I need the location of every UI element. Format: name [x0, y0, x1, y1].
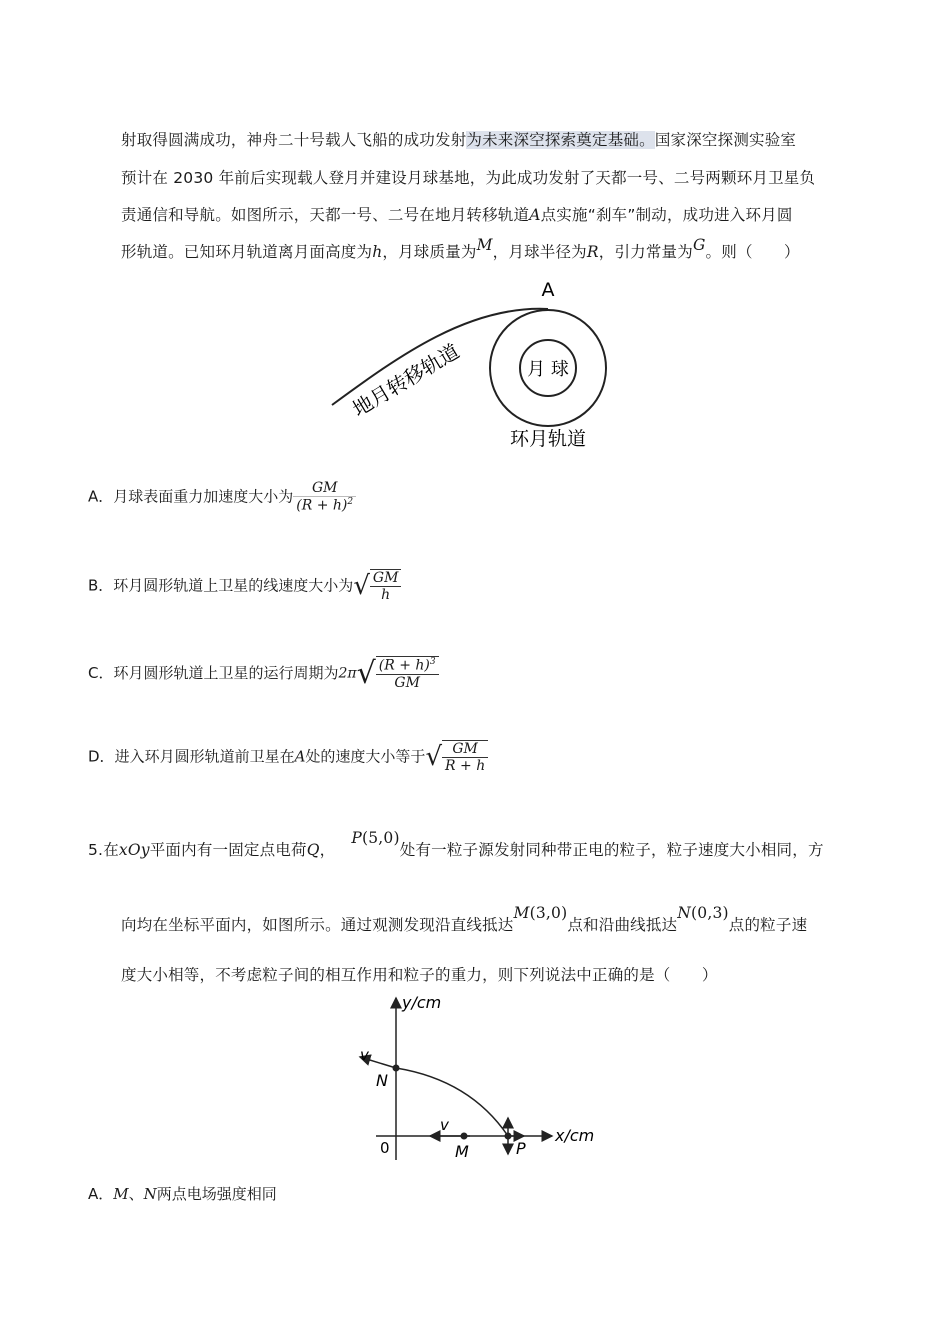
option-A-text: 月球表面重力加速度大小为	[113, 487, 294, 506]
option-D-denominator: R + h	[445, 758, 486, 774]
q5-N-coordinates: (0,3)	[691, 904, 729, 922]
velocity-label-N: v	[360, 1046, 369, 1064]
velocity-label-M: v	[440, 1116, 449, 1134]
q4-var-G: G	[692, 236, 706, 254]
q4-point-A: A	[529, 206, 541, 224]
q5-option-A[interactable]	[88, 1183, 277, 1204]
q4-line-2	[121, 166, 815, 188]
option-D-text-end: 处的速度大小等于	[305, 747, 426, 766]
q4-option-C[interactable]	[88, 656, 439, 691]
option-D-sqrt-icon: √	[425, 742, 443, 772]
option-C-prefix: C．	[88, 664, 114, 682]
q4-line1-highlight: 为未来深空探索奠定基础。	[466, 131, 655, 149]
q5-var-Q: Q	[306, 841, 320, 859]
q5-l2-c: 点的粒子速	[728, 916, 808, 934]
q4-line-1	[121, 128, 796, 150]
option-B-sqrt-icon: √	[353, 571, 370, 601]
q4-option-B[interactable]	[88, 569, 401, 603]
q4-line4-b: ，月球质量为	[382, 243, 477, 261]
q4-line1-text-end: 国家深空探测实验室	[654, 131, 797, 149]
q4-var-M: M	[476, 236, 493, 254]
figure-label-P: P	[516, 1139, 526, 1158]
q4-line3-text-end: 点实施“刹车”制动，成功进入环月圆	[540, 206, 793, 224]
q5-l2-a: 向均在坐标平面内，如图所示。通过观测发现沿直线抵达	[121, 916, 514, 934]
q4-line2-text: 预计在 2030 年前后实现载人登月并建设月球基地，为此成功发射了天都一号、二号两颗环月卫星负	[121, 169, 816, 187]
q5-option-A-sep: 、	[128, 1185, 144, 1203]
q4-line3-text: 责通信和导航。如图所示，天都一号、二号在地月转移轨道	[121, 206, 530, 224]
q5-point-N: N	[677, 904, 692, 922]
q5-l1-b: 平面内有一固定点电荷	[149, 841, 307, 859]
figure-label-moon: 月 球	[527, 359, 569, 380]
option-B-text: 环月圆形轨道上卫星的线速度大小为	[113, 576, 354, 595]
q4-orbit-figure	[320, 275, 620, 455]
figure-label-lunar-orbit: 环月轨道	[509, 428, 587, 450]
figure-label-N: N	[376, 1071, 388, 1090]
option-C-coefficient: 2π	[338, 665, 357, 682]
q5-M-coordinates: (3,0)	[529, 904, 568, 922]
q5-plane-xOy: xOy	[118, 841, 150, 859]
q5-option-A-N: N	[143, 1185, 157, 1203]
q5-l1-c: ，	[319, 841, 336, 859]
option-B-formula	[370, 569, 402, 603]
option-A-prefix: A．	[88, 487, 114, 506]
q5-line-2	[121, 904, 808, 935]
option-C-exponent: 3	[429, 657, 436, 668]
option-D-formula	[442, 740, 488, 774]
figure-label-transfer-orbit: 地月转移轨道	[348, 338, 464, 422]
q5-option-A-text: 两点电场强度相同	[156, 1185, 277, 1203]
q4-var-h: h	[372, 243, 383, 261]
q5-field-figure	[350, 990, 600, 1165]
q5-line3-text: 度大小相等，不考虑粒子间的相互作用和粒子的重力，则下列说法中正确的是（ ）	[121, 966, 718, 984]
figure-label-A: A	[541, 279, 555, 301]
q4-line4-a: 形轨道。已知环月轨道离月面高度为	[121, 243, 373, 261]
q5-option-A-prefix: A．	[88, 1185, 114, 1203]
q4-line1-text: 射取得圆满成功，神舟二十号载人飞船的成功发射	[121, 131, 467, 149]
q5-number: 5.	[88, 841, 104, 859]
option-D-prefix: D．	[88, 747, 115, 766]
option-A-denominator: (R + h)	[296, 497, 348, 514]
x-axis-label: x/cm	[555, 1126, 595, 1145]
option-A-formula	[293, 480, 356, 514]
q4-option-A[interactable]	[88, 480, 356, 514]
q4-line-3	[121, 203, 793, 225]
origin-label: 0	[380, 1139, 390, 1157]
option-B-numerator: GM	[370, 570, 402, 587]
q5-P-coordinates: (5,0)	[362, 829, 400, 847]
q4-line4-c: ，月球半径为	[492, 243, 587, 261]
option-A-exponent: 2	[347, 497, 354, 507]
q5-point-P: P	[351, 829, 362, 847]
option-D-numerator: GM	[442, 741, 488, 758]
q5-point-M: M	[513, 904, 530, 922]
option-C-denominator: GM	[394, 674, 420, 691]
option-B-prefix: B．	[88, 576, 114, 595]
q4-line-4	[121, 236, 800, 262]
y-axis-label: y/cm	[402, 993, 442, 1012]
option-B-denominator: h	[381, 587, 391, 603]
option-D-point-A: A	[294, 747, 306, 766]
option-C-text: 环月圆形轨道上卫星的运行周期为	[113, 664, 339, 682]
q4-option-D[interactable]	[88, 740, 488, 774]
option-C-sqrt-icon: √	[356, 656, 376, 691]
option-C-numerator: (R + h)	[378, 657, 430, 674]
q5-l1-a: 在	[103, 841, 119, 859]
q4-line4-e: 。则（ ）	[705, 243, 800, 261]
q5-line-1	[88, 829, 824, 860]
figure-label-M: M	[455, 1142, 469, 1161]
q5-option-A-M: M	[113, 1185, 129, 1203]
q4-line4-d: ，引力常量为	[598, 243, 693, 261]
option-A-numerator: GM	[293, 480, 356, 497]
option-D-text: 进入环月圆形轨道前卫星在	[114, 747, 295, 766]
q5-line-3	[121, 963, 718, 985]
q5-l2-b: 点和沿曲线抵达	[567, 916, 678, 934]
option-C-formula	[376, 656, 439, 691]
q4-var-R: R	[586, 243, 599, 261]
curve-P-to-N	[396, 1068, 508, 1136]
q5-l1-d: 处有一粒子源发射同种带正电的粒子，粒子速度大小相同，方	[399, 841, 824, 859]
